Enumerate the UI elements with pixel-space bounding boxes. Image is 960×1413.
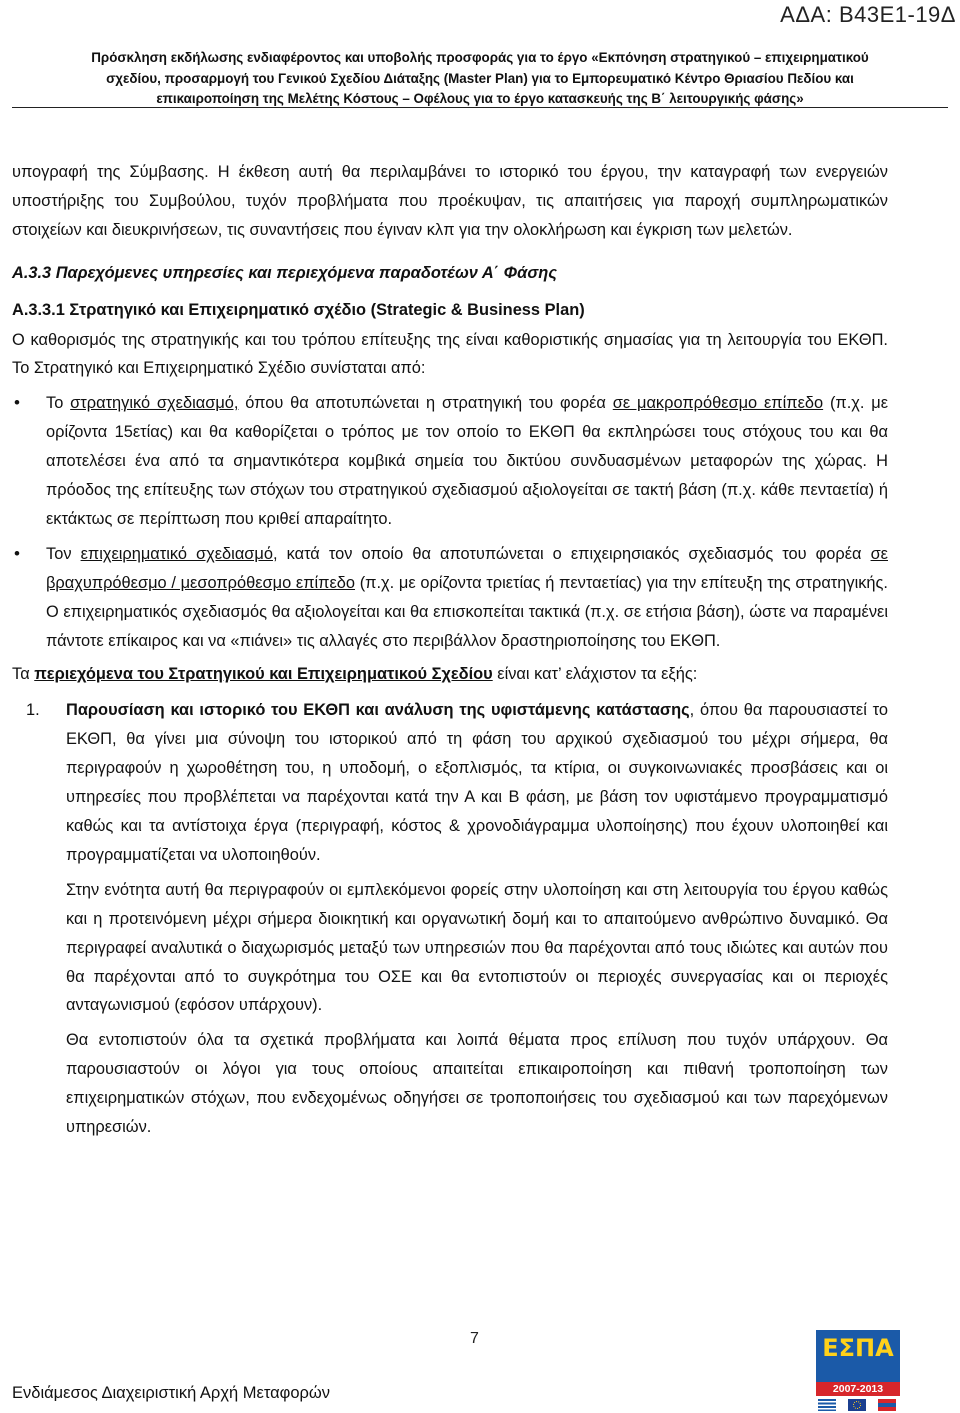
text: (π.χ. με ορίζοντα τριετίας ή πενταετίας) για την επίτευξη της στρατηγικής. Ο επιχειρηματικός σχεδιασμός θα αξιολογείται και θα επισκοπείται τακτικά (π.χ. σε ετήσια βάση), ώστε να παραμένει πάντοτε επίκαιρος και να «πιάνει» τις αλλαγές στο περιβάλλον δραστηριοποίησης του ΕΚΘΠ. xyxy=(46,573,888,650)
contents-intro xyxy=(12,660,888,689)
bullet-icon: • xyxy=(14,543,20,563)
page-number: 7 xyxy=(470,1330,479,1347)
underlined-term: στρατηγικό σχεδιασμό, xyxy=(70,394,239,413)
item1-paragraph-2: Στην ενότητα αυτή θα περιγραφούν οι εμπλεκόμενοι φορείς στην υλοποίηση και στη λειτουργία του έργου καθώς και η προτεινόμενη μέχρι σήμερα διοικητική και οργανωτική δομή και το απαιτούμενο ανθρώπινο δυναμικό. Θα περιγραφεί αναλυτικά ο διαχωρισμός μεταξύ των υπηρεσιών που θα παρέχονται από τους ιδιώτες και αυτών που θα παρέχονται από το συγκρότημα του ΟΣΕ και θα εντοπιστούν οι περιοχές συνεργασίας και οι περιοχές ανταγωνισμού (εφόσον υπάρχουν). xyxy=(66,880,888,1015)
subsection-paragraph: Ο καθορισμός της στρατηγικής και του τρόπου επίτευξης της είναι καθοριστικής σημασίας για τη λειτουργία του ΕΚΘΠ. Το Στρατηγικό και Επιχειρηματικό Σχέδιο συνίσταται από: xyxy=(12,330,888,378)
intro-paragraph: υπογραφή της Σύμβασης. Η έκθεση αυτή θα περιλαμβάνει το ιστορικό του έργου, την καταγραφή των ενεργειών υποστήριξης του Συμβούλου, τυχόν προβλήματα που προέκυψαν, τις απαιτήσεις για παροχή συμπληρωματικών στοιχείων και διευκρινήσεων, τις συναντήσεις που έγιναν κλπ για την ολοκλήρωση και έγκριση των μελετών. xyxy=(12,163,888,239)
document-header xyxy=(14,48,946,110)
text: είναι κατ’ ελάχιστον τα εξής: xyxy=(492,664,698,683)
underlined-term: επιχειρηματικό σχεδιασμό xyxy=(80,544,273,563)
document-body xyxy=(12,158,888,1142)
text: (π.χ. με ορίζοντα 15ετίας) και θα καθορίζεται ο τρόπος με τον οποίο το ΕΚΘΠ θα εκπληρώσει τους στόχους του και θα αποτελέσει ένα από τα σημαντικότερα κομβικά σημεία του δικτύου συνδυασμένων μεταφορών της χώρας. Η πρόοδος της επίτευξης των στόχων του στρατηγικού σχεδιασμού αξιολογείται σε τακτή βάση (π.χ. κάθε πενταετία) ή εκτάκτως σε περίπτωση που κριθεί απαραίτητο. xyxy=(46,394,889,528)
subsection-heading: Α.3.3.1 Στρατηγικό και Επιχειρηματικό σχέδιο (Strategic & Business Plan) xyxy=(12,300,585,319)
text: Τα xyxy=(12,664,35,683)
text: , όπου θα παρουσιαστεί το ΕΚΘΠ, θα γίνει μια σύνοψη του ιστορικού από τη φάση του αρχικού σχεδιασμού του μέχρι σήμερα, θα περιγραφούν η χωροθέτηση του, η υποδομή, ο εξοπλισμός, τα κτίρια, οι συγκοινωνιακές προσβάσεις και οι υπηρεσίες που προβλέπεται να παρέχονται κατά την Α και Β φάση, με βάση τον υφιστάμενο προγραμματισμό καθώς και τα αντίστοιχα έργα (περιγραφή, κόστος & χρονοδιάγραμμα υλοποίησης) που έχουν υλοποιηθεί και προγραμματίζεται να υλοποιηθούν. xyxy=(66,701,888,864)
text: Το xyxy=(46,394,71,413)
bullet-strategic-plan xyxy=(12,389,888,534)
logo-text: ΕΣΠΑ xyxy=(822,1334,894,1362)
item1-paragraph-3: Θα εντοπιστούν όλα τα σχετικά προβλήματα και λοιπά θέματα προς επίλυση που τυχόν υπάρχουν. Θα παρουσιαστούν οι λόγοι για τους οποίους απαιτείται επικαιροποίηση και πιθανή τροποποίηση των επιχειρηματικών στόχων, που ενδεχομένως οδηγήσει σε τροποποιήσεις του σχεδιασμού και των παρεχόμενων υπηρεσιών. xyxy=(66,1031,888,1137)
footer-text: Ενδιάμεσος Διαχειριστική Αρχή Μεταφορών xyxy=(12,1384,331,1402)
header-divider xyxy=(12,107,948,108)
espa-logo xyxy=(816,1330,900,1412)
item-number: 1. xyxy=(26,701,40,720)
underlined-term: σε μακροπρόθεσμο επίπεδο xyxy=(612,394,824,413)
bold-underlined-term: περιεχόμενα του Στρατηγικού και Επιχειρηματικού Σχεδίου xyxy=(34,664,493,683)
section-heading: Α.3.3 Παρεχόμενες υπηρεσίες και περιεχόμενα παραδοτέων Α΄ Φάσης xyxy=(12,263,557,282)
text: , κατά τον οποίο θα αποτυπώνεται ο επιχειρησιακός σχεδιασμός του φορέα xyxy=(272,544,871,563)
bullet-icon: • xyxy=(14,393,20,413)
header-line: σχεδίου, προσαρμογή του Γενικού Σχεδίου Διάταξης (Master Plan) για το Εμπορευματικό Κέντρο Θριασίου Πεδίου και xyxy=(106,70,854,86)
numbered-item-1 xyxy=(12,696,888,869)
text: όπου θα αποτυπώνεται η στρατηγική του φορέα xyxy=(238,394,613,413)
bullet-business-plan xyxy=(12,540,888,656)
item-title: Παρουσίαση και ιστορικό του ΕΚΘΠ και ανάλυση της υφιστάμενης κατάστασης xyxy=(66,701,690,720)
header-line: Πρόσκληση εκδήλωσης ενδιαφέροντος και υποβολής προσφοράς για το έργο «Εκπόνηση στρατηγικού – επιχειρηματικού xyxy=(91,50,869,65)
logo-years: 2007-2013 xyxy=(816,1382,900,1396)
header-line: επικαιροποίηση της Μελέτης Κόστους – Οφέλους για το έργο κατασκευής της Β΄ λειτουργικής φάσης» xyxy=(156,91,804,106)
underlined-term: σε βραχυπρόθεσμο / μεσοπρόθεσμο επίπεδο xyxy=(46,544,888,592)
text: Τον xyxy=(46,544,81,563)
flags-icon xyxy=(818,1399,898,1411)
ada-code: ΑΔΑ: Β43Ε1-19Δ xyxy=(780,2,956,27)
